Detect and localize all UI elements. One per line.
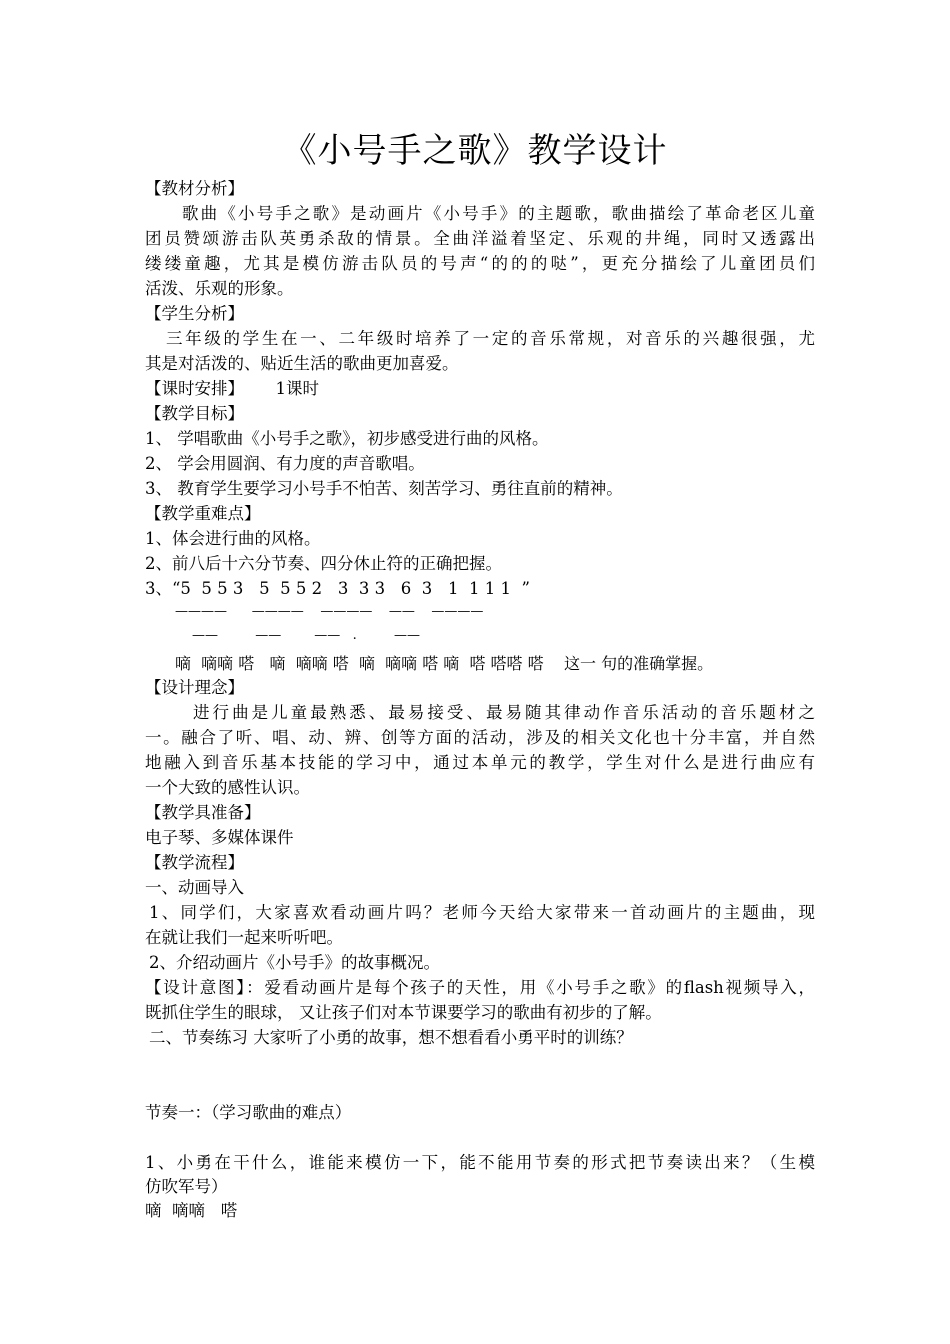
paragraph-line: 【设计意图】：爱看动画片是每个孩子的天性，用《小号手之歌》的flash视频导入， [145,978,815,997]
document-title: 《小号手之歌》教学设计 [282,131,668,171]
section-rhythm-practice: 二、节奏练习 大家听了小勇的故事，想不想看看小勇平时的训练？ [149,1028,633,1047]
key-point-item: 2、前八后十六分节奏、四分休止符的正确把握。 [145,554,502,573]
paragraph-line: 一。融合了听、唱、动、辨、创等方面的活动，涉及的相关文化也十分丰富，并自然 [145,728,815,747]
heading-textbook-analysis: 【教材分析】 [145,179,244,198]
heading-key-points: 【教学重难点】 [145,504,261,523]
paragraph-line: 既抓住学生的眼球， 又让孩子们对本节课要学习的歌曲有初步的了解。 [145,1003,662,1022]
key-point-item: 1、体会进行曲的风格。 [145,529,321,548]
paragraph-line: 1、同学们，大家喜欢看动画片吗？老师今天给大家带来一首动画片的主题曲，现 [149,903,815,922]
paragraph-line: 1、小勇在干什么，谁能来模仿一下，能不能用节奏的形式把节奏读出来？（生模 [145,1153,815,1172]
paragraph-line: 三年级的学生在一、二年级时培养了一定的音乐常规，对音乐的兴趣很强，尤 [166,329,815,348]
goal-item: 3、 教育学生要学习小号手不怕苦、刻苦学习、勇往直前的精神。 [145,479,623,498]
paragraph-line: 仿吹军号） [145,1177,228,1196]
paragraph-line: 活泼、乐观的形象。 [145,279,294,298]
paragraph-line: 歌曲《小号手之歌》是动画片《小号手》的主题歌，歌曲描绘了革命老区儿童 [182,204,815,223]
paragraph-line: 进行曲是儿童最熟悉、最易接受、最易随其律动作音乐活动的音乐题材之 [193,703,815,722]
heading-teaching-goals: 【教学目标】 [145,404,244,423]
heading-design-concept: 【设计理念】 [145,678,244,697]
notation-underline-row1: ———— ———— ———— —— ———— [175,604,484,619]
heading-class-hours: 【课时安排】 1课时 [145,379,319,398]
notation-underline-row2: —— —— —— . —— [192,628,420,643]
paragraph-line: 缕缕童趣，尤其是模仿游击队员的号声“的的的哒”，更充分描绘了儿童团员们 [145,254,815,273]
tools-text: 电子琴、多媒体课件 [145,828,294,847]
paragraph-line: 在就让我们一起来听听吧。 [145,928,343,947]
paragraph-line: 团员赞颂游击队英勇杀敌的情景。全曲洋溢着坚定、乐观的井绳，同时又透露出 [145,229,815,248]
paragraph-line: 2、介绍动画片《小号手》的故事概况。 [149,953,440,972]
goal-item: 1、 学唱歌曲《小号手之歌》，初步感受进行曲的风格。 [145,429,549,448]
heading-student-analysis: 【学生分析】 [145,304,244,323]
notation-syllables: 嘀 嘀嘀 嗒 嘀 嘀嘀 嗒 嘀 嘀嘀 嗒 嘀 嗒 嗒嗒 嗒 这一 句的准确掌握。 [175,654,714,673]
paragraph-line: 其是对活泼的、贴近生活的歌曲更加喜爱。 [145,354,459,373]
rhythm-syllables: 嘀 嘀嘀 嗒 [145,1201,238,1220]
goal-item: 2、 学会用圆润、有力度的声音歌唱。 [145,454,425,473]
rhythm-one-heading: 节奏一：（学习歌曲的难点） [145,1103,352,1122]
heading-teaching-process: 【教学流程】 [145,853,244,872]
paragraph-line: 一个大致的感性认识。 [145,778,310,797]
heading-teaching-tools: 【教学具准备】 [145,803,261,822]
section-animation-intro: 一、动画导入 [145,878,244,897]
paragraph-line: 地融入到音乐基本技能的学习中，通过本单元的教学，学生对什么是进行曲应有 [145,753,815,772]
notation-numbers: 3、“5 5 5 3 5 5 5 2 3 3 3 6 3 1 1 1 1 ” [145,579,530,598]
